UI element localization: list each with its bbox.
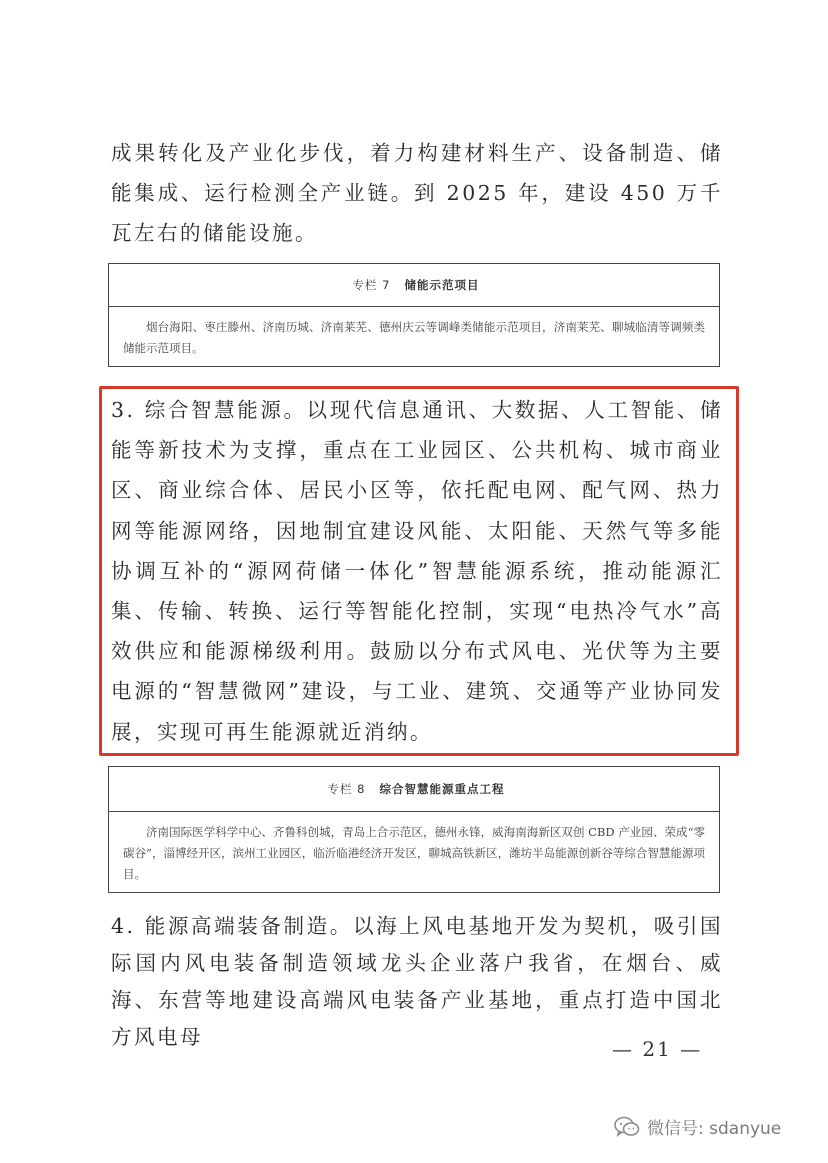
highlighted-paragraph: 3. 综合智慧能源。以现代信息通讯、大数据、人工智能、储能等新技术为支撑，重点在工业园区、公共机构、城市商业区、商业综合体、居民小区等，依托配电网、配气网、热力网等能源网络，因地制宜建设风能、太阳能、天然气等多能协调互补的“源网荷储一体化”智慧能源系统，推动能源汇集、传输、转换、运行等智能化控制，实现“电热冷气水”高效供应和能源梯级利用。鼓励以分布式风电、光伏等为主要电源的“智慧微网”建设，与工业、建筑、交通等产业协同发展，实现可再生能源就近消纳。	[111, 398, 723, 744]
watermark-text: 微信号: sdanyue	[647, 1119, 782, 1139]
column-box-7-content: 烟台海阳、枣庄滕州、济南历城、济南莱芜、德州庆云等调峰类储能示范项目，济南莱芜、聊城临清等调频类储能示范项目。	[123, 320, 705, 355]
column-box-7-label: 专栏 7	[352, 278, 391, 292]
column-box-7-title: 储能示范项目	[404, 278, 480, 292]
bottom-paragraph: 4. 能源高端装备制造。以海上风电基地开发为契机，吸引国际国内风电装备制造领域龙头企业落户我省，在烟台、威海、东营等地建设高端风电装备产业基地，重点打造中国北方风电母	[111, 914, 723, 1049]
column-box-8-label: 专栏 8	[327, 782, 366, 796]
top-paragraph: 成果转化及产业化步伐，着力构建材料生产、设备制造、储能集成、运行检测全产业链。到 2025 年，建设 450 万千瓦左右的储能设施。	[111, 141, 723, 245]
highlight-frame	[99, 386, 739, 756]
column-box-7-header	[109, 264, 719, 307]
column-box-8	[108, 766, 720, 893]
page-number: — 21 —	[612, 1037, 703, 1061]
column-box-7	[108, 263, 720, 367]
column-box-8-header	[109, 767, 719, 812]
column-box-8-content: 济南国际医学科学中心、齐鲁科创城，青岛上合示范区，德州永锋，威海南海新区双创 CBD 产业园、荣成“零碳谷”，淄博经开区，滨州工业园区，临沂临港经济开发区，聊城高铁新区，潍坊半岛能源创新谷等综合智慧能源项目。	[123, 825, 705, 881]
column-box-8-title: 综合智慧能源重点工程	[379, 782, 505, 796]
wechat-icon	[614, 1116, 640, 1138]
watermark	[614, 1114, 781, 1139]
